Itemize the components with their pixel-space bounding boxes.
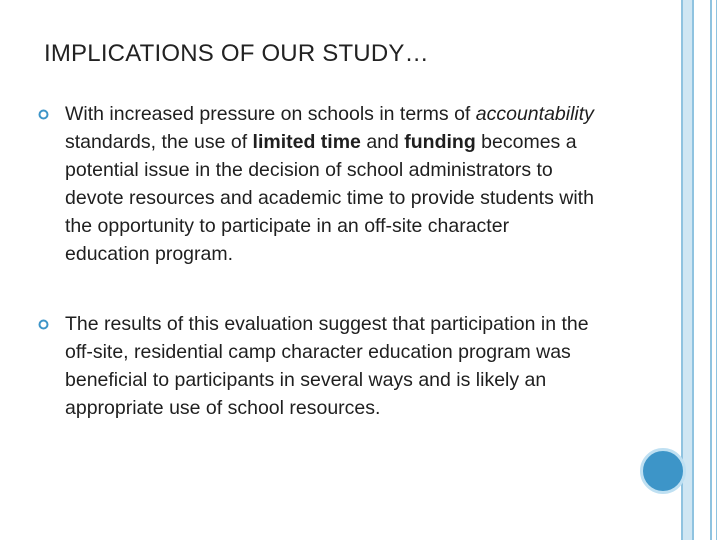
ring-bullet-icon	[38, 319, 49, 330]
bullet-1-text-d: becomes a potential issue in the decision of school administrators to devote resources and academic time to provide students with the opportunity to participate in an off-site character education program.	[65, 131, 594, 265]
bullet-1-text-c: and	[360, 131, 405, 153]
bullet-item-1	[38, 100, 598, 268]
bullet-2-text: The results of this evaluation suggest that participation in the off-site, residential camp character education program was beneficial to participants in several ways and is likely an appropriate use of school resources.	[65, 313, 589, 419]
decorative-circle	[640, 448, 686, 494]
right-border-line-3	[710, 0, 712, 540]
bullet-1-text-italic: accountability	[475, 103, 594, 125]
bullet-list	[38, 100, 598, 422]
right-border-line-2	[692, 0, 694, 540]
bullet-item-2	[38, 310, 598, 422]
slide-title: IMPLICATIONS OF OUR STUDY…	[44, 40, 429, 67]
bullet-1-text-bold-1: limited time	[252, 131, 361, 153]
right-border-band	[683, 0, 692, 540]
bullet-1-text-a: With increased pressure on schools in terms of	[65, 103, 476, 125]
bullet-1-text-bold-2: funding	[404, 131, 476, 153]
right-border-line-4	[716, 0, 717, 540]
bullet-1-text-b: standards, the use of	[65, 131, 253, 153]
ring-bullet-icon	[38, 109, 49, 120]
